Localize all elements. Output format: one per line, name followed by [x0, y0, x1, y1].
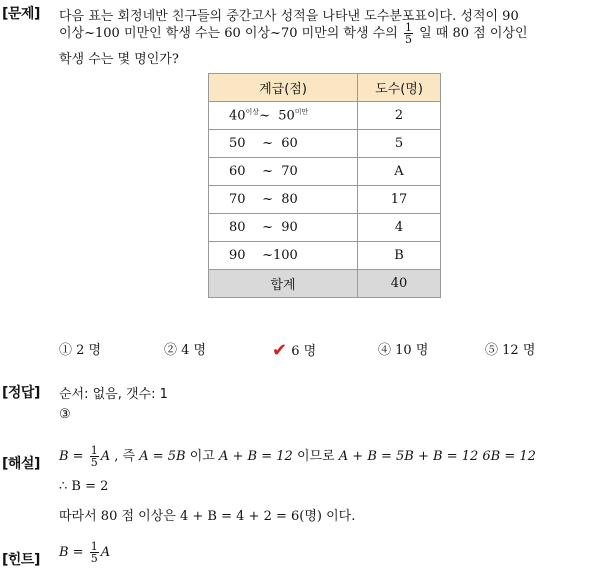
problem-line-2	[59, 22, 528, 45]
table-row	[209, 102, 441, 130]
explanation-fraction	[90, 445, 99, 468]
class-lower: 60	[229, 164, 246, 179]
problem-line-2-text-b: 일 때 80 점 이상인	[419, 26, 528, 41]
range-sep: ~	[262, 192, 273, 207]
range-sep: ~	[259, 108, 270, 124]
class-upper: 50	[278, 108, 295, 124]
total-label: 합계	[209, 270, 358, 298]
eq-3: A + B = 5B + B = 12 6B = 12	[338, 449, 536, 464]
class-upper: 80	[281, 192, 298, 207]
answer-meta: 순서: 없음, 갯수: 1	[59, 387, 168, 402]
choice-5-text: 12 명	[502, 343, 536, 358]
explanation-therefore: ∴ B = 2	[59, 479, 109, 494]
answer-tag: [정답]	[2, 385, 40, 401]
choice-5-mark: ⑤	[485, 343, 499, 358]
class-interval	[209, 130, 358, 158]
fraction-denominator: 5	[404, 33, 412, 46]
eq-1: A = 5B	[139, 449, 186, 464]
table-row	[209, 158, 441, 186]
class-lower: 40	[229, 108, 246, 124]
fraction-numerator: 1	[90, 540, 98, 553]
choice-2-mark: ②	[164, 343, 178, 358]
eq-left: B =	[59, 449, 84, 464]
check-icon: ✔	[272, 340, 288, 361]
fraction-numerator: 1	[404, 21, 412, 34]
frequency-value: A	[358, 158, 441, 186]
table-row	[209, 242, 441, 270]
choice-4[interactable]	[378, 339, 428, 358]
line3-eq: 4 + B = 4 + 2 = 6(명)	[180, 509, 322, 524]
problem-fraction	[404, 22, 413, 45]
choice-2-text: 4 명	[181, 343, 207, 358]
class-interval	[209, 186, 358, 214]
problem-line-1: 다음 표는 회정네반 친구들의 중간고사 성적을 나타낸 도수분포표이다. 성적이 90	[59, 9, 519, 24]
choice-3[interactable]	[272, 339, 316, 360]
sup-lower-label: 이상	[245, 108, 260, 117]
class-upper: 100	[272, 248, 298, 263]
range-sep: ~	[262, 136, 273, 151]
hint-eq-left: B =	[59, 545, 84, 560]
line3-text-a: 따라서 80 점 이상은	[59, 509, 176, 524]
class-lower: 80	[229, 220, 246, 235]
table-row	[209, 214, 441, 242]
hint-line	[59, 541, 110, 564]
choice-4-text: 10 명	[395, 343, 429, 358]
text-1: , 즉	[114, 449, 136, 464]
class-upper: 90	[281, 220, 298, 235]
class-lower: 50	[229, 136, 246, 151]
frequency-table	[208, 73, 441, 298]
range-sep: ~	[262, 220, 273, 235]
text-2: 이고	[189, 449, 215, 464]
frequency-value: 2	[358, 102, 441, 130]
fraction-denominator: 5	[90, 552, 98, 565]
choice-2[interactable]	[164, 339, 206, 358]
table-row	[209, 186, 441, 214]
text-3: 이므로	[296, 449, 335, 464]
frequency-value: 4	[358, 214, 441, 242]
frequency-value: B	[358, 242, 441, 270]
class-lower: 90	[229, 248, 246, 263]
answer-value: ③	[59, 407, 71, 422]
choice-4-mark: ④	[378, 343, 392, 358]
header-frequency: 도수(명)	[358, 74, 441, 102]
eq-a: A	[100, 449, 111, 464]
choice-3-text: 6 명	[291, 344, 317, 359]
problem-line-2-text-a: 이상~100 미만인 학생 수는 60 이상~70 미만의 학생 수의	[59, 26, 398, 41]
problem-line-3: 학생 수는 몇 명인가?	[59, 52, 179, 67]
explanation-line-1	[59, 445, 536, 468]
choice-1-mark: ①	[59, 343, 73, 358]
choice-5[interactable]	[485, 339, 535, 358]
header-class: 계급(점)	[209, 74, 358, 102]
class-interval	[209, 158, 358, 186]
hint-fraction	[90, 541, 99, 564]
hint-eq-a: A	[100, 545, 111, 560]
class-interval	[209, 242, 358, 270]
table-row	[209, 130, 441, 158]
fraction-denominator: 5	[90, 456, 98, 469]
frequency-value: 5	[358, 130, 441, 158]
class-lower: 70	[229, 192, 246, 207]
problem-tag: [문제]	[2, 6, 40, 22]
table-header-row	[209, 74, 441, 102]
explanation-tag: [해설]	[2, 456, 40, 472]
class-interval	[209, 102, 358, 130]
total-value: 40	[358, 270, 441, 298]
choice-1-text: 2 명	[76, 343, 102, 358]
choice-1[interactable]	[59, 339, 101, 358]
class-interval	[209, 214, 358, 242]
explanation-line-3	[59, 505, 355, 524]
range-sep: ~	[262, 164, 273, 179]
table-total-row	[209, 270, 441, 298]
class-upper: 70	[281, 164, 298, 179]
class-upper: 60	[281, 136, 298, 151]
line3-text-b: 이다.	[326, 509, 356, 524]
hint-tag: [힌트]	[2, 552, 40, 568]
eq-2: A + B = 12	[219, 449, 293, 464]
range-sep: ~	[262, 248, 273, 263]
fraction-numerator: 1	[90, 444, 98, 457]
frequency-value: 17	[358, 186, 441, 214]
sup-upper-label: 미만	[294, 108, 309, 117]
